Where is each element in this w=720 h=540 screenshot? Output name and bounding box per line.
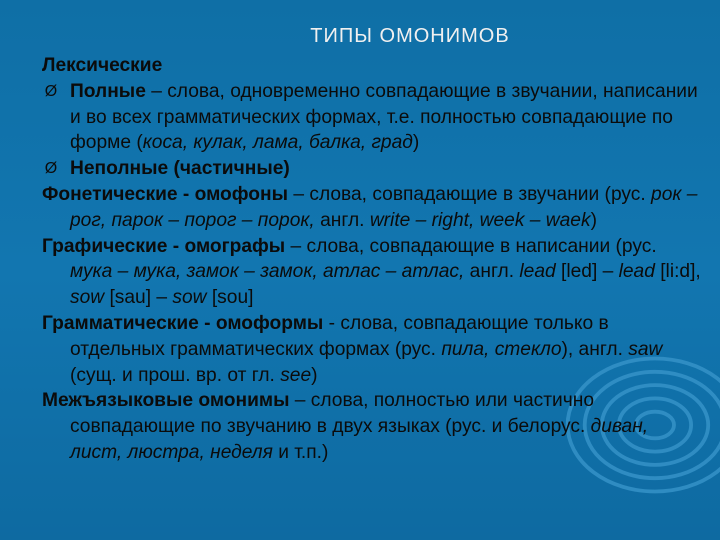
phonetic-paragraph: Фонетические - омофоны – слова, совпадающие в звучании (рус. рок – рог, парок – порог – порок, англ. write – right, week – waek)	[42, 183, 698, 231]
lexical-full-item: Ø Полные – слова, одновременно совпадающие в звучании, написании и во всех грамматических формах, т.е. полностью совпадающие по форме (коса, кулак, лама, балка, град)	[42, 79, 702, 156]
graphic-paragraph: Графические - омографы – слова, совпадающие в написании (рус. мука – мука, замок – замок, атлас – атлас, англ. lead [led] – lead [li:d], sow [sau] – sow [sou]	[42, 235, 701, 309]
term: Полные	[70, 80, 146, 102]
arrow-bullet-icon: Ø	[44, 82, 58, 100]
interlingual-paragraph: Межъязыковые омонимы – слова, полностью или частично совпадающие по звучанию в двух языках (рус. и белорус. диван, лист, люстра, неделя и т.п.)	[42, 390, 649, 463]
grammatical-paragraph: Грамматические - омоформы - слова, совпадающие только в отдельных грамматических формах (рус. пила, стекло), англ. saw (сущ. и прош. вр. от гл. see)	[42, 312, 663, 386]
term: Графические - омографы	[42, 235, 286, 257]
lexical-heading: Лексические	[42, 55, 163, 76]
slide-content	[42, 53, 702, 466]
term: Межъязыковые омонимы	[42, 390, 290, 412]
lexical-partial-item	[42, 156, 702, 182]
slide-title: ТИПЫ ОМОНИМОВ	[310, 25, 510, 47]
term: Грамматические - омоформы	[42, 312, 324, 334]
term: Неполные (частичные)	[70, 158, 290, 180]
arrow-bullet-icon: Ø	[44, 160, 58, 178]
term: Фонетические - омофоны	[42, 183, 289, 205]
